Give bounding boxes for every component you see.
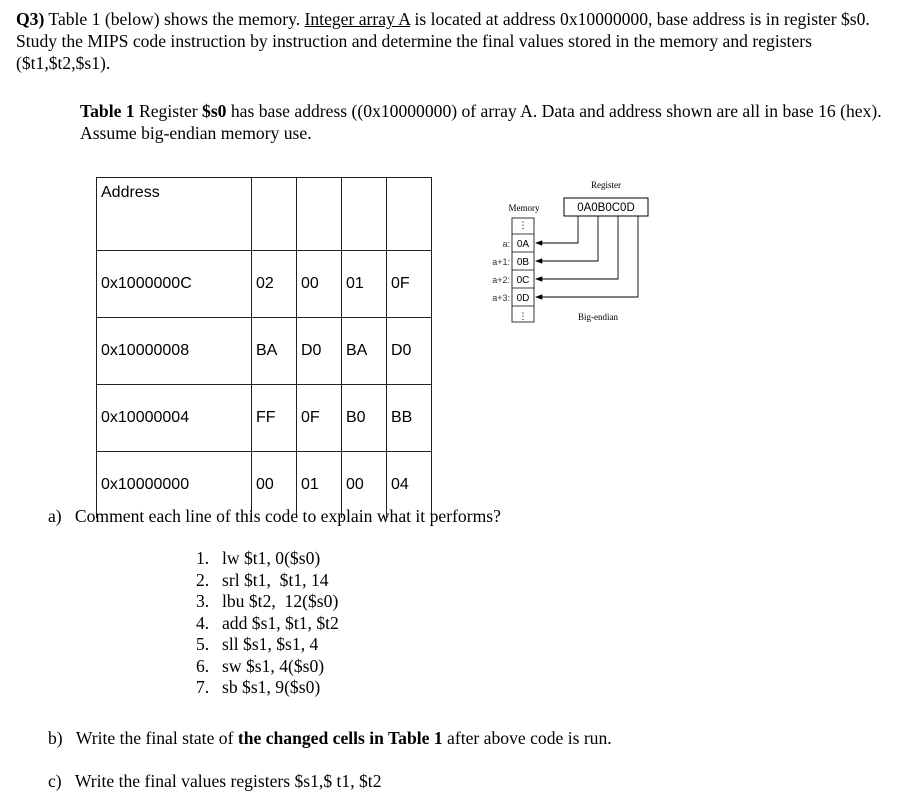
code-line: [196, 591, 339, 613]
caption-register: $s0: [202, 101, 227, 121]
question-text-a: Table 1 (below) shows the memory.: [44, 9, 305, 29]
table-row: [97, 385, 432, 452]
code-number: 6.: [196, 655, 210, 676]
byte-cell: FF: [252, 385, 297, 452]
byte-cell: 0F: [387, 251, 432, 318]
memory-label: Memory: [508, 203, 540, 213]
byte-cell: BA: [252, 318, 297, 385]
address-cell: 0x10000000: [97, 452, 252, 519]
code-line: [196, 613, 339, 635]
header-byte: [387, 178, 432, 251]
question-label: Q3): [16, 9, 45, 29]
code-number: 7.: [196, 677, 210, 697]
question-underlined: Integer array A: [304, 9, 411, 29]
memory-dots-top: ⋮: [518, 220, 528, 230]
byte-cell: 01: [297, 452, 342, 519]
memory-table: [96, 177, 432, 518]
code-line: [196, 548, 339, 570]
code-line: [196, 656, 339, 678]
mem-addr: a+3:: [492, 293, 510, 303]
mem-value: 0B: [516, 257, 530, 268]
byte-cell: 00: [342, 452, 387, 519]
header-byte: [297, 178, 342, 251]
byte-cell: 02: [252, 251, 297, 318]
code-text: add $s1, $t1, $t2: [222, 612, 339, 633]
mem-value: 0A: [516, 239, 530, 250]
part-b-label: b): [48, 728, 63, 748]
question-text-b: is located at address 0x10000000, base address is in register $s0. Study the MIPS code instruction by instruction and determine the final values stored in the memory and registers ($t1,$t2,$s1).: [16, 9, 870, 73]
big-endian-diagram: [480, 176, 660, 336]
code-text: sll $s1, $s1, 4: [222, 634, 319, 654]
code-number: 2.: [196, 569, 210, 590]
big-endian-label: Big-endian: [578, 312, 618, 322]
mem-value: 0C: [516, 275, 530, 286]
code-list: [196, 548, 339, 699]
code-text: lbu $t2, 12($s0): [222, 591, 339, 611]
byte-cell: D0: [297, 318, 342, 385]
code-line: [196, 570, 339, 592]
code-number: 3.: [196, 591, 210, 611]
caption-text: Register: [134, 101, 203, 121]
part-b-text-b: after above code is run.: [442, 728, 612, 748]
part-a: [48, 505, 501, 527]
byte-cell: D0: [387, 318, 432, 385]
code-line: [196, 677, 339, 699]
table-row: [97, 251, 432, 318]
caption-rest: has base address ((0x10000000) of array A. Data and address shown are all in base 16 (hex). Assume big-endian memory use.: [80, 101, 882, 143]
mem-addr: a+1:: [492, 257, 510, 267]
register-label: Register: [591, 180, 621, 190]
register-value: 0A0B0C0D: [577, 202, 635, 214]
code-text: srl $t1, $t1, 14: [222, 569, 329, 590]
byte-cell: BB: [387, 385, 432, 452]
mem-addr: a+2:: [492, 275, 510, 285]
address-cell: 0x1000000C: [97, 251, 252, 318]
question-paragraph: [16, 8, 896, 74]
byte-cell: 01: [342, 251, 387, 318]
address-cell: 0x10000004: [97, 385, 252, 452]
part-b: [48, 727, 612, 749]
address-cell: 0x10000008: [97, 318, 252, 385]
byte-cell: B0: [342, 385, 387, 452]
part-a-text: Comment each line of this code to explain what it performs?: [74, 506, 501, 526]
table-caption: [80, 100, 890, 144]
byte-cell: BA: [342, 318, 387, 385]
header-byte: [252, 178, 297, 251]
part-b-text-a: Write the final state of: [75, 728, 238, 748]
byte-cell: 00: [252, 452, 297, 519]
byte-cell: 0F: [297, 385, 342, 452]
table-header-row: [97, 178, 432, 251]
address-header: Address: [97, 178, 252, 251]
header-byte: [342, 178, 387, 251]
mem-addr: a:: [502, 239, 510, 249]
part-c-label: c): [48, 771, 62, 791]
code-number: 4.: [196, 612, 210, 633]
byte-cell: 00: [297, 251, 342, 318]
code-line: [196, 634, 339, 656]
code-text: lw $t1, 0($s0): [222, 548, 321, 568]
part-b-bold: the changed cells in Table 1: [237, 728, 443, 748]
code-text: sb $s1, 9($s0): [222, 677, 321, 697]
caption-bold: Table 1: [80, 101, 135, 121]
part-a-label: a): [48, 506, 62, 526]
part-c-text: Write the final values registers $s1,$ t1, $t2: [74, 771, 382, 791]
code-text: sw $s1, 4($s0): [222, 655, 325, 676]
mem-value: 0D: [516, 293, 530, 304]
memory-dots-bottom: ⋮: [518, 311, 528, 321]
code-number: 5.: [196, 634, 210, 654]
endian-arrows: [536, 216, 638, 297]
code-number: 1.: [196, 548, 210, 568]
table-row: [97, 318, 432, 385]
byte-cell: 04: [387, 452, 432, 519]
part-c: [48, 770, 382, 792]
